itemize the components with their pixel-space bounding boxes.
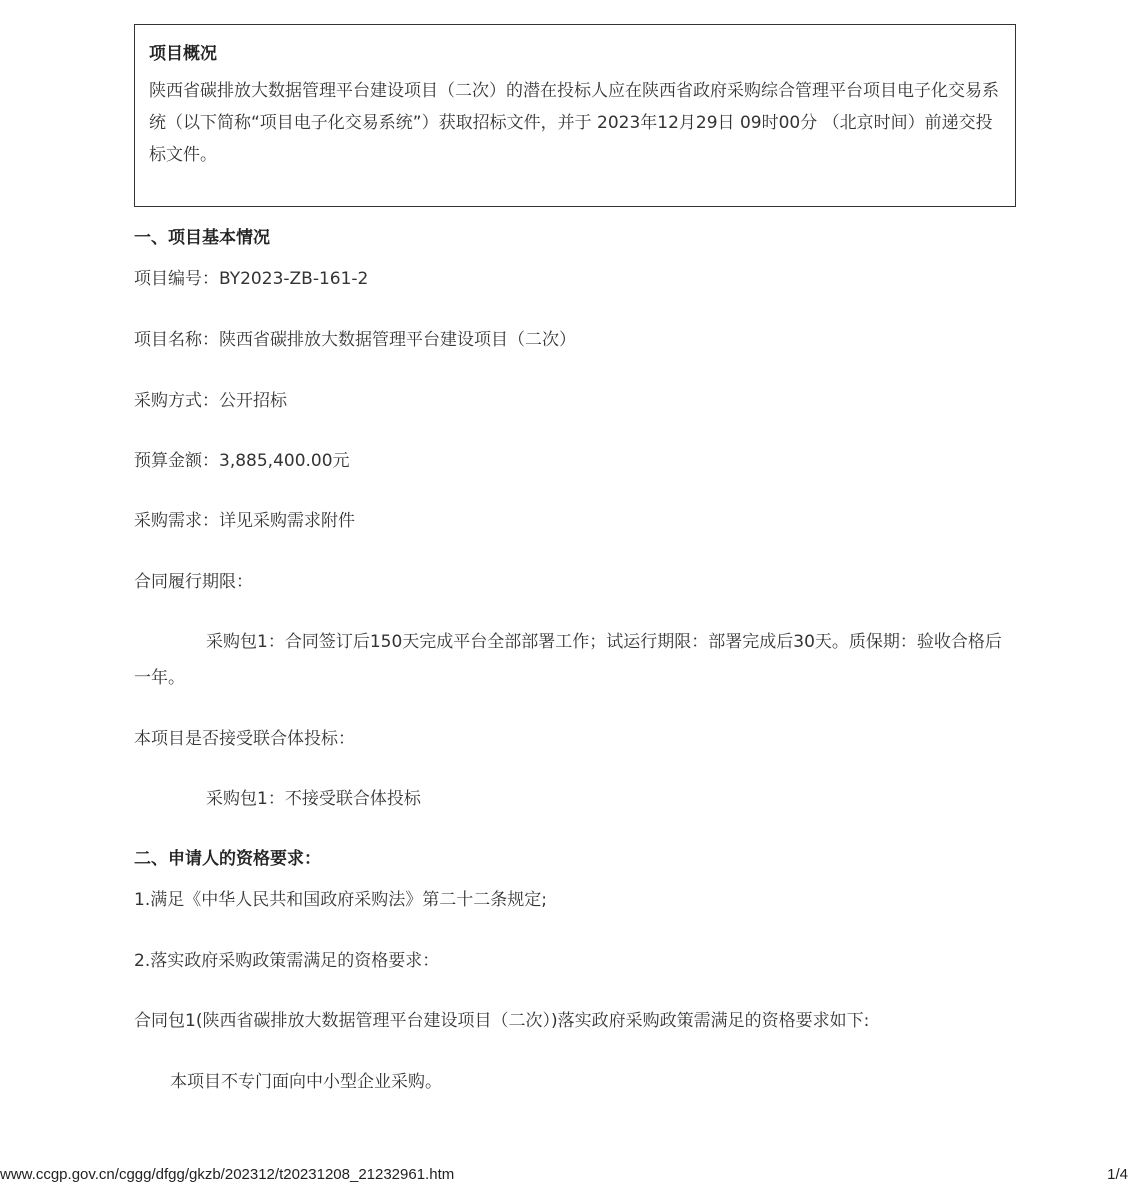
project-name: 项目名称：陕西省碳排放大数据管理平台建设项目（二次） bbox=[134, 330, 576, 350]
overview-title: 项目概况 bbox=[149, 44, 217, 64]
section-basic-info-title: 一、项目基本情况 bbox=[134, 228, 270, 248]
print-footer bbox=[0, 1166, 1130, 1188]
consortium-label: 本项目是否接受联合体投标： bbox=[134, 729, 355, 749]
procurement-requirements: 采购需求：详见采购需求附件 bbox=[134, 511, 355, 531]
procurement-method: 采购方式：公开招标 bbox=[134, 391, 287, 411]
project-overview-box bbox=[134, 24, 1016, 207]
qualification-item-2: 2.落实政府采购政策需满足的资格要求： bbox=[134, 951, 440, 971]
qualification-item-1: 1.满足《中华人民共和国政府采购法》第二十二条规定; bbox=[134, 890, 547, 910]
main-content bbox=[134, 226, 1004, 1094]
overview-text: 陕西省碳排放大数据管理平台建设项目（二次）的潜在投标人应在陕西省政府采购综合管理平台项目电子化交易系统（以下简称“项目电子化交易系统”）获取招标文件，并于 2023年12月29日 09时00分 （北京时间）前递交投标文件。 bbox=[149, 81, 999, 165]
page-number: 1/4 bbox=[1107, 1166, 1128, 1183]
contract-period-label: 合同履行期限： bbox=[134, 572, 253, 592]
budget-amount: 预算金额：3,885,400.00元 bbox=[134, 451, 350, 471]
page-url: www.ccgp.gov.cn/cggg/dfgg/gkzb/202312/t20231208_21232961.htm bbox=[0, 1166, 455, 1183]
contract-period-detail: 采购包1：合同签订后150天完成平台全部部署工作；试运行期限：部署完成后30天。质保期：验收合格后一年。 bbox=[134, 632, 1002, 688]
consortium-detail: 采购包1：不接受联合体投标 bbox=[206, 789, 421, 809]
project-number: 项目编号：BY2023-ZB-161-2 bbox=[134, 269, 369, 289]
qualification-item-2-detail: 合同包1(陕西省碳排放大数据管理平台建设项目（二次）)落实政府采购政策需满足的资格要求如下: bbox=[134, 1011, 870, 1031]
section-qualification-title: 二、申请人的资格要求： bbox=[134, 849, 321, 869]
qualification-item-2-note: 本项目不专门面向中小型企业采购。 bbox=[170, 1072, 442, 1092]
